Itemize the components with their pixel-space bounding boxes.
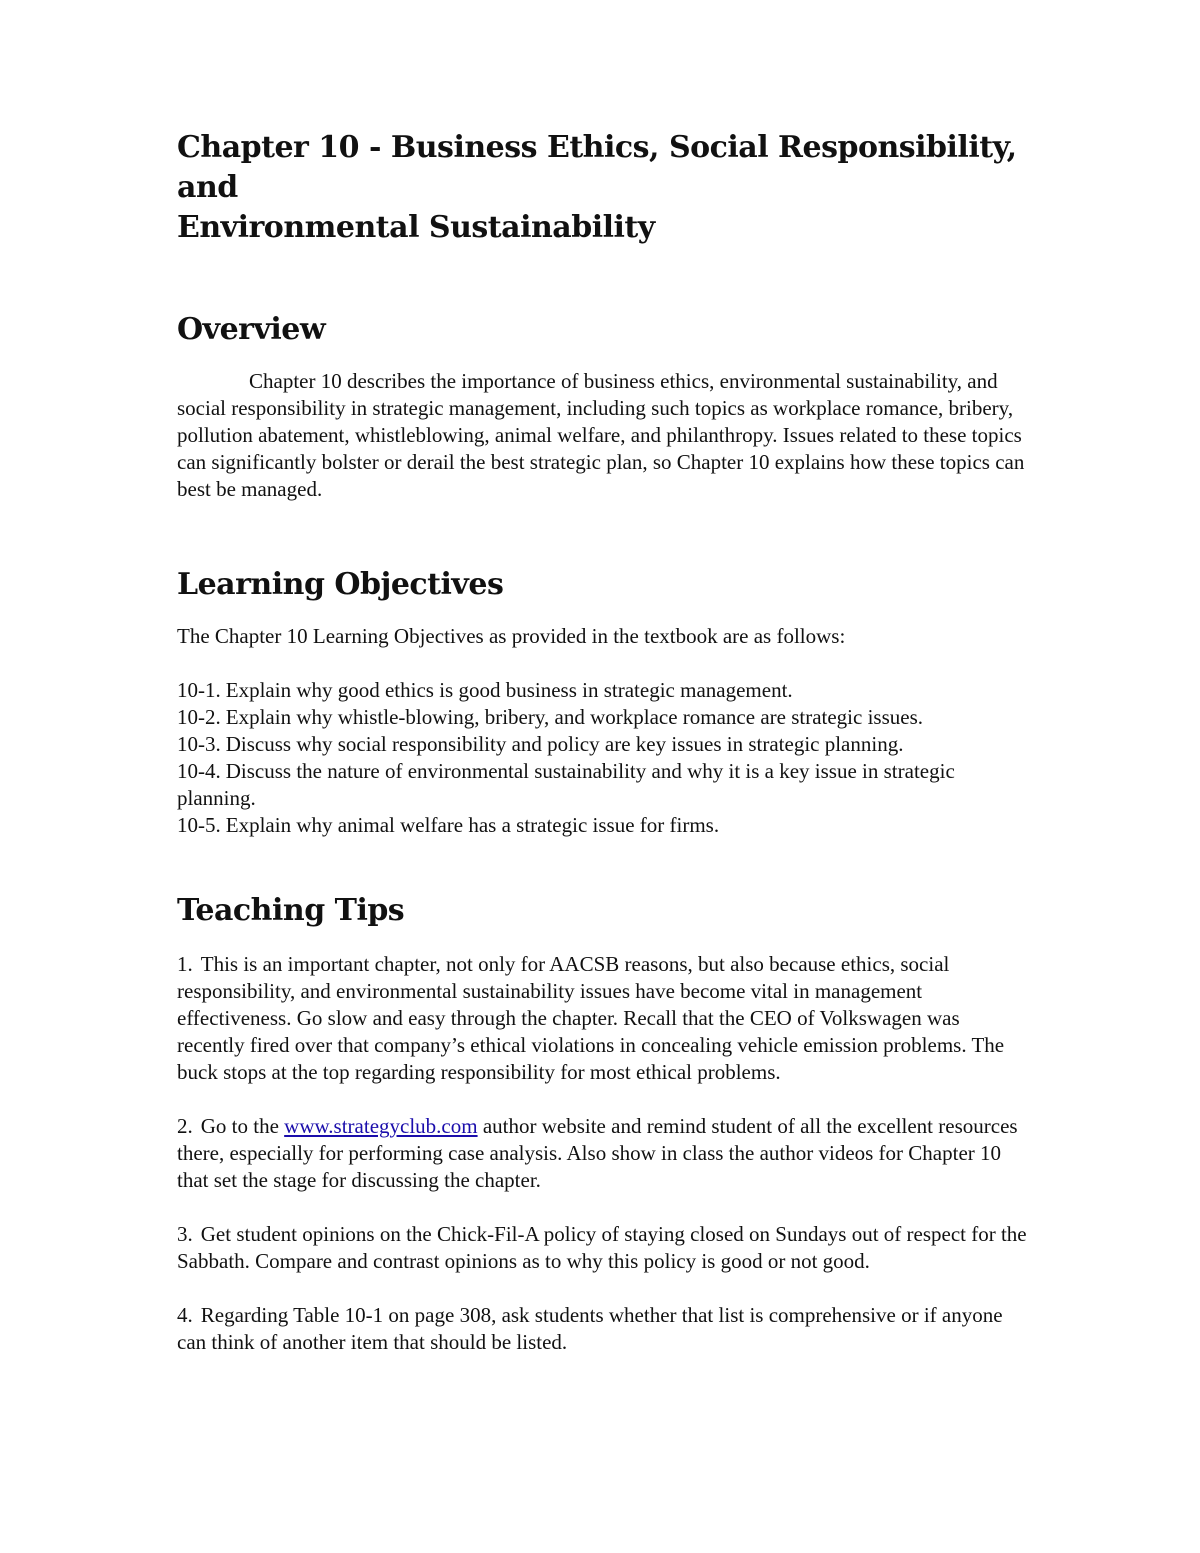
objective-number: 10-5. <box>177 813 221 837</box>
teaching-tip-4 <box>177 1302 1027 1356</box>
objective-text: Discuss why social responsibility and policy are key issues in strategic planning. <box>225 732 904 756</box>
learning-objectives-heading: Learning Objectives <box>177 567 504 602</box>
spacer <box>177 650 1027 677</box>
spacer <box>177 1194 1027 1221</box>
objective-text: Explain why animal welfare has a strategic issue for firms. <box>225 813 720 837</box>
learning-objectives-list <box>177 677 1027 839</box>
overview-paragraph: Chapter 10 describes the importance of business ethics, environmental sustainability, and social responsibility in strategic management, including such topics as workplace romance, bribery, pollution abatement, whistleblowing, animal welfare, and philanthropy. Issues related to these topics can significantly bolster or derail the best strategic plan, so Chapter 10 explains how these topics can best be managed. <box>177 369 1025 501</box>
objective-item <box>177 812 1027 839</box>
spacer <box>177 1086 1027 1113</box>
spacer <box>177 248 1027 310</box>
teaching-tip-2 <box>177 1113 1027 1194</box>
tip-number: 4. <box>177 1303 193 1327</box>
tip-number: 1. <box>177 952 193 976</box>
tip-text: This is an important chapter, not only for AACSB reasons, but also because ethics, social responsibility, and environmental sustainability issues have become vital in management effectiveness. Go slow and easy through the chapter. Recall that the CEO of Volkswagen was recently fired over that company’s ethical violations in concealing vehicle emission problems. The buck stops at the top regarding responsibility for most ethical problems. <box>177 952 1005 1084</box>
strategyclub-link[interactable]: www.strategyclub.com <box>284 1114 478 1138</box>
objective-item <box>177 758 1027 812</box>
objective-item <box>177 704 1027 731</box>
spacer <box>177 350 1027 368</box>
objective-number: 10-4. <box>177 759 221 783</box>
tip-number: 2. <box>177 1114 193 1138</box>
objective-number: 10-1. <box>177 678 221 702</box>
objective-text: Explain why good ethics is good business in strategic management. <box>225 678 793 702</box>
document-page <box>177 118 1027 1356</box>
spacer <box>177 1275 1027 1302</box>
tip-text: Regarding Table 10-1 on page 308, ask students whether that list is comprehensive or if anyone can think of another item that should be listed. <box>177 1303 1003 1354</box>
teaching-tip-3 <box>177 1221 1027 1275</box>
tip-number: 3. <box>177 1222 193 1246</box>
overview-heading: Overview <box>177 312 326 347</box>
learning-objectives-intro: The Chapter 10 Learning Objectives as provided in the textbook are as follows: <box>177 624 846 648</box>
teaching-tip-1 <box>177 951 1027 1086</box>
objective-text: Explain why whistle-blowing, bribery, and workplace romance are strategic issues. <box>225 705 924 729</box>
spacer <box>177 605 1027 623</box>
document-title-line2: Environmental Sustainability <box>177 210 655 245</box>
objective-item <box>177 677 1027 704</box>
spacer <box>177 839 1027 891</box>
document-title <box>177 128 1027 248</box>
tip-text: Get student opinions on the Chick-Fil-A policy of staying closed on Sundays out of respect for the Sabbath. Compare and contrast opinions as to why this policy is good or not good. <box>177 1222 1027 1273</box>
objective-number: 10-3. <box>177 732 221 756</box>
spacer <box>177 503 1027 565</box>
objective-number: 10-2. <box>177 705 221 729</box>
spacer <box>177 931 1027 951</box>
document-title-line1: Chapter 10 - Business Ethics, Social Responsibility, and <box>177 130 1017 205</box>
tip-text-before-link: Go to the <box>200 1114 285 1138</box>
objective-item <box>177 731 1027 758</box>
objective-text: Discuss the nature of environmental sustainability and why it is a key issue in strategic planning. <box>177 759 955 810</box>
teaching-tips-heading: Teaching Tips <box>177 893 405 928</box>
tip-text-after-link: author website and remind student of all the excellent resources there, especially for performing case analysis. Also show in class the author videos for Chapter 10 that set the stage for discussing the chapter. <box>177 1114 1018 1192</box>
